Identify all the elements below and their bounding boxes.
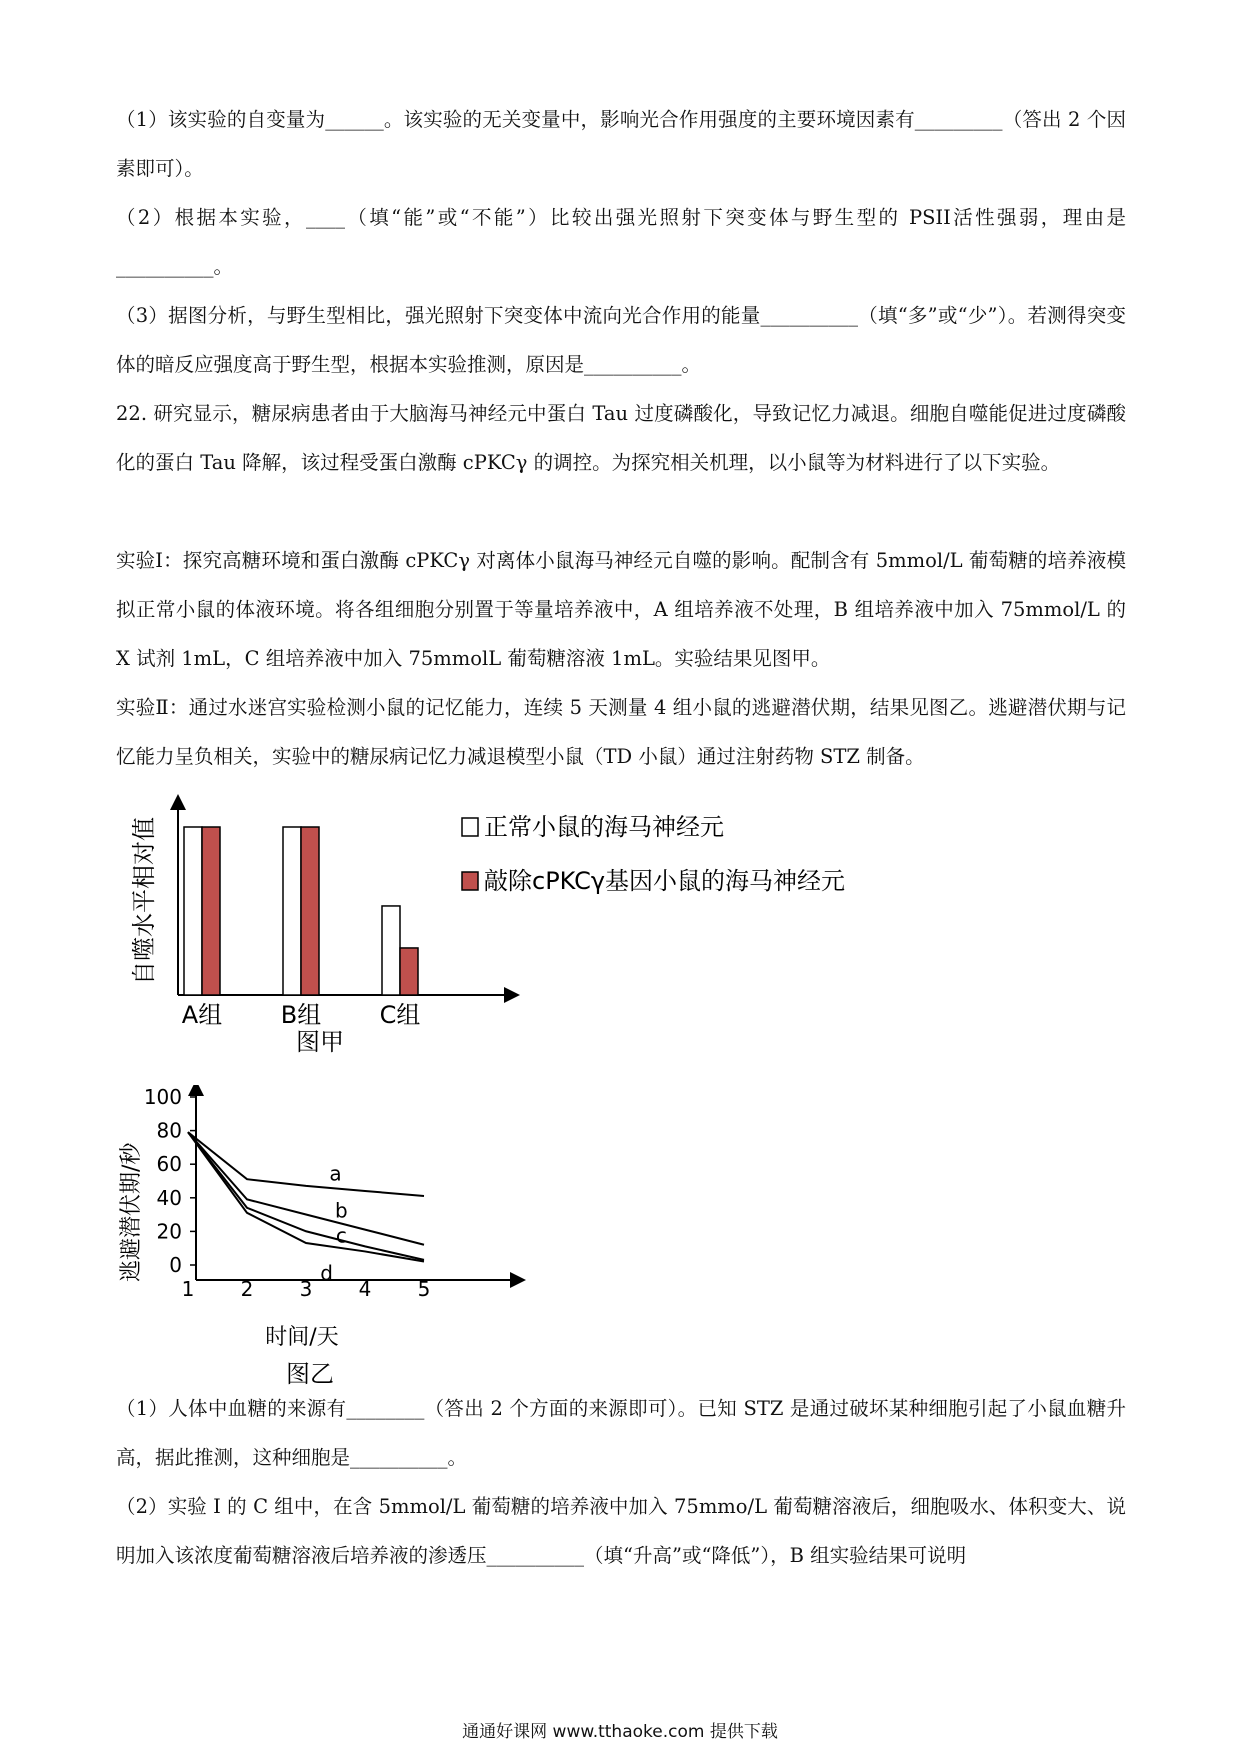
- x-tick-label: 3: [299, 1277, 313, 1301]
- question-21-2: （2）根据本实验，____（填“能”或“不能”）比较出强光照射下突变体与野生型的 PSII活性强弱，理由是__________。: [116, 206, 1126, 278]
- question-21-3: （3）据图分析，与野生型相比，强光照射下突变体中流向光合作用的能量__________（填“多”或“少”）。若测得突变体的暗反应强度高于野生型，根据本实验推测，原因是__________。: [116, 304, 1126, 376]
- legend-label-normal: 正常小鼠的海马神经元: [484, 813, 724, 841]
- bar-category-label: B组: [280, 1001, 322, 1029]
- x-tick-label: 2: [240, 1277, 254, 1301]
- question-22-intro: 22. 研究显示，糖尿病患者由于大脑海马神经元中蛋白 Tau 过度磷酸化，导致记忆力减退。细胞自噬能促进过度磷酸化的蛋白 Tau 降解，该过程受蛋白激酶 cPKCγ 的调控。为探究相关机理，以小鼠等为材料进行了以下实验。: [116, 402, 1126, 474]
- figure-jia: [120, 790, 880, 1060]
- experiment-2-text: 实验Ⅱ：通过水迷宫实验检测小鼠的记忆能力，连续 5 天测量 4 组小鼠的逃避潜伏期，结果见图乙。逃避潜伏期与记忆能力呈负相关，实验中的糖尿病记忆力减退模型小鼠（TD 小鼠）通过注射药物 STZ 制备。: [116, 696, 1126, 768]
- legend-swatch-knockout: [462, 872, 478, 890]
- question-21-1: （1）该实验的自变量为______。该实验的无关变量中，影响光合作用强度的主要环境因素有_________（答出 2 个因素即可）。: [116, 108, 1126, 180]
- y-tick-label: 40: [156, 1185, 182, 1210]
- x-tick-label: 4: [358, 1277, 372, 1301]
- bar-normal-0: [184, 827, 202, 995]
- line-series-d: [188, 1132, 424, 1261]
- y-tick-label: 80: [156, 1118, 182, 1143]
- bar-knockout-2: [400, 948, 418, 995]
- bar-category-label: A组: [181, 1001, 223, 1029]
- line-series-label-a: a: [329, 1161, 342, 1186]
- line-series-label-d: d: [320, 1260, 334, 1285]
- bar-knockout-0: [202, 827, 220, 995]
- line-series-a: [188, 1132, 424, 1196]
- line-xlabel: 时间/天: [265, 1325, 339, 1350]
- question-22-2: （2）实验 I 的 C 组中，在含 5mmol/L 葡萄糖的培养液中加入 75mmo/L 葡萄糖溶液后，细胞吸水、体积变大、说明加入该浓度葡萄糖溶液后培养液的渗透压__________（填“升高”或“降低”），B 组实验结果可说明: [116, 1495, 1126, 1567]
- legend-label-knockout: 敲除cPKCγ基因小鼠的海马神经元: [484, 867, 846, 895]
- line-ylabel: 逃避潜伏期/秒: [119, 1142, 144, 1282]
- line-series-b: [188, 1132, 424, 1248]
- y-tick-label: 60: [156, 1152, 182, 1177]
- bar-chart-title: 图甲: [296, 1028, 344, 1056]
- bar-ylabel: 自噬水平相对值: [130, 817, 158, 985]
- page-footer: 通通好课网 www.tthaoke.com 提供下载: [462, 1722, 778, 1742]
- bar-category-label: C组: [379, 1001, 421, 1029]
- experiment-1-text: 实验Ⅰ：探究高糖环境和蛋白激酶 cPKCγ 对离体小鼠海马神经元自噬的影响。配制含有 5mmol/L 葡萄糖的培养液模拟正常小鼠的体液环境。将各组细胞分别置于等量培养液中，A 组培养液不处理，B 组培养液中加入 75mmol/L 的 X 试剂 1mL，C 组培养液中加入 75mmolL 葡萄糖溶液 1mL。实验结果见图甲。: [116, 549, 1126, 670]
- bar-normal-1: [283, 827, 301, 995]
- question-22-1: （1）人体中血糖的来源有________（答出 2 个方面的来源即可）。已知 STZ 是通过破坏某种细胞引起了小鼠血糖升高，据此推测，这种细胞是__________。: [116, 1397, 1126, 1469]
- y-tick-label: 100: [143, 1085, 182, 1109]
- line-series-label-b: b: [335, 1198, 348, 1223]
- line-chart-title: 图乙: [286, 1360, 334, 1388]
- bar-knockout-1: [301, 827, 319, 995]
- legend-swatch-normal: [462, 818, 478, 836]
- line-series-label-c: c: [335, 1223, 347, 1248]
- y-tick-label: 20: [156, 1219, 182, 1244]
- bar-normal-2: [382, 906, 400, 995]
- x-tick-label: 5: [417, 1277, 431, 1301]
- x-tick-label: 1: [181, 1277, 195, 1301]
- line-series-c: [188, 1132, 424, 1260]
- y-tick-label: 0: [169, 1253, 182, 1277]
- figure-yi: [110, 1085, 530, 1400]
